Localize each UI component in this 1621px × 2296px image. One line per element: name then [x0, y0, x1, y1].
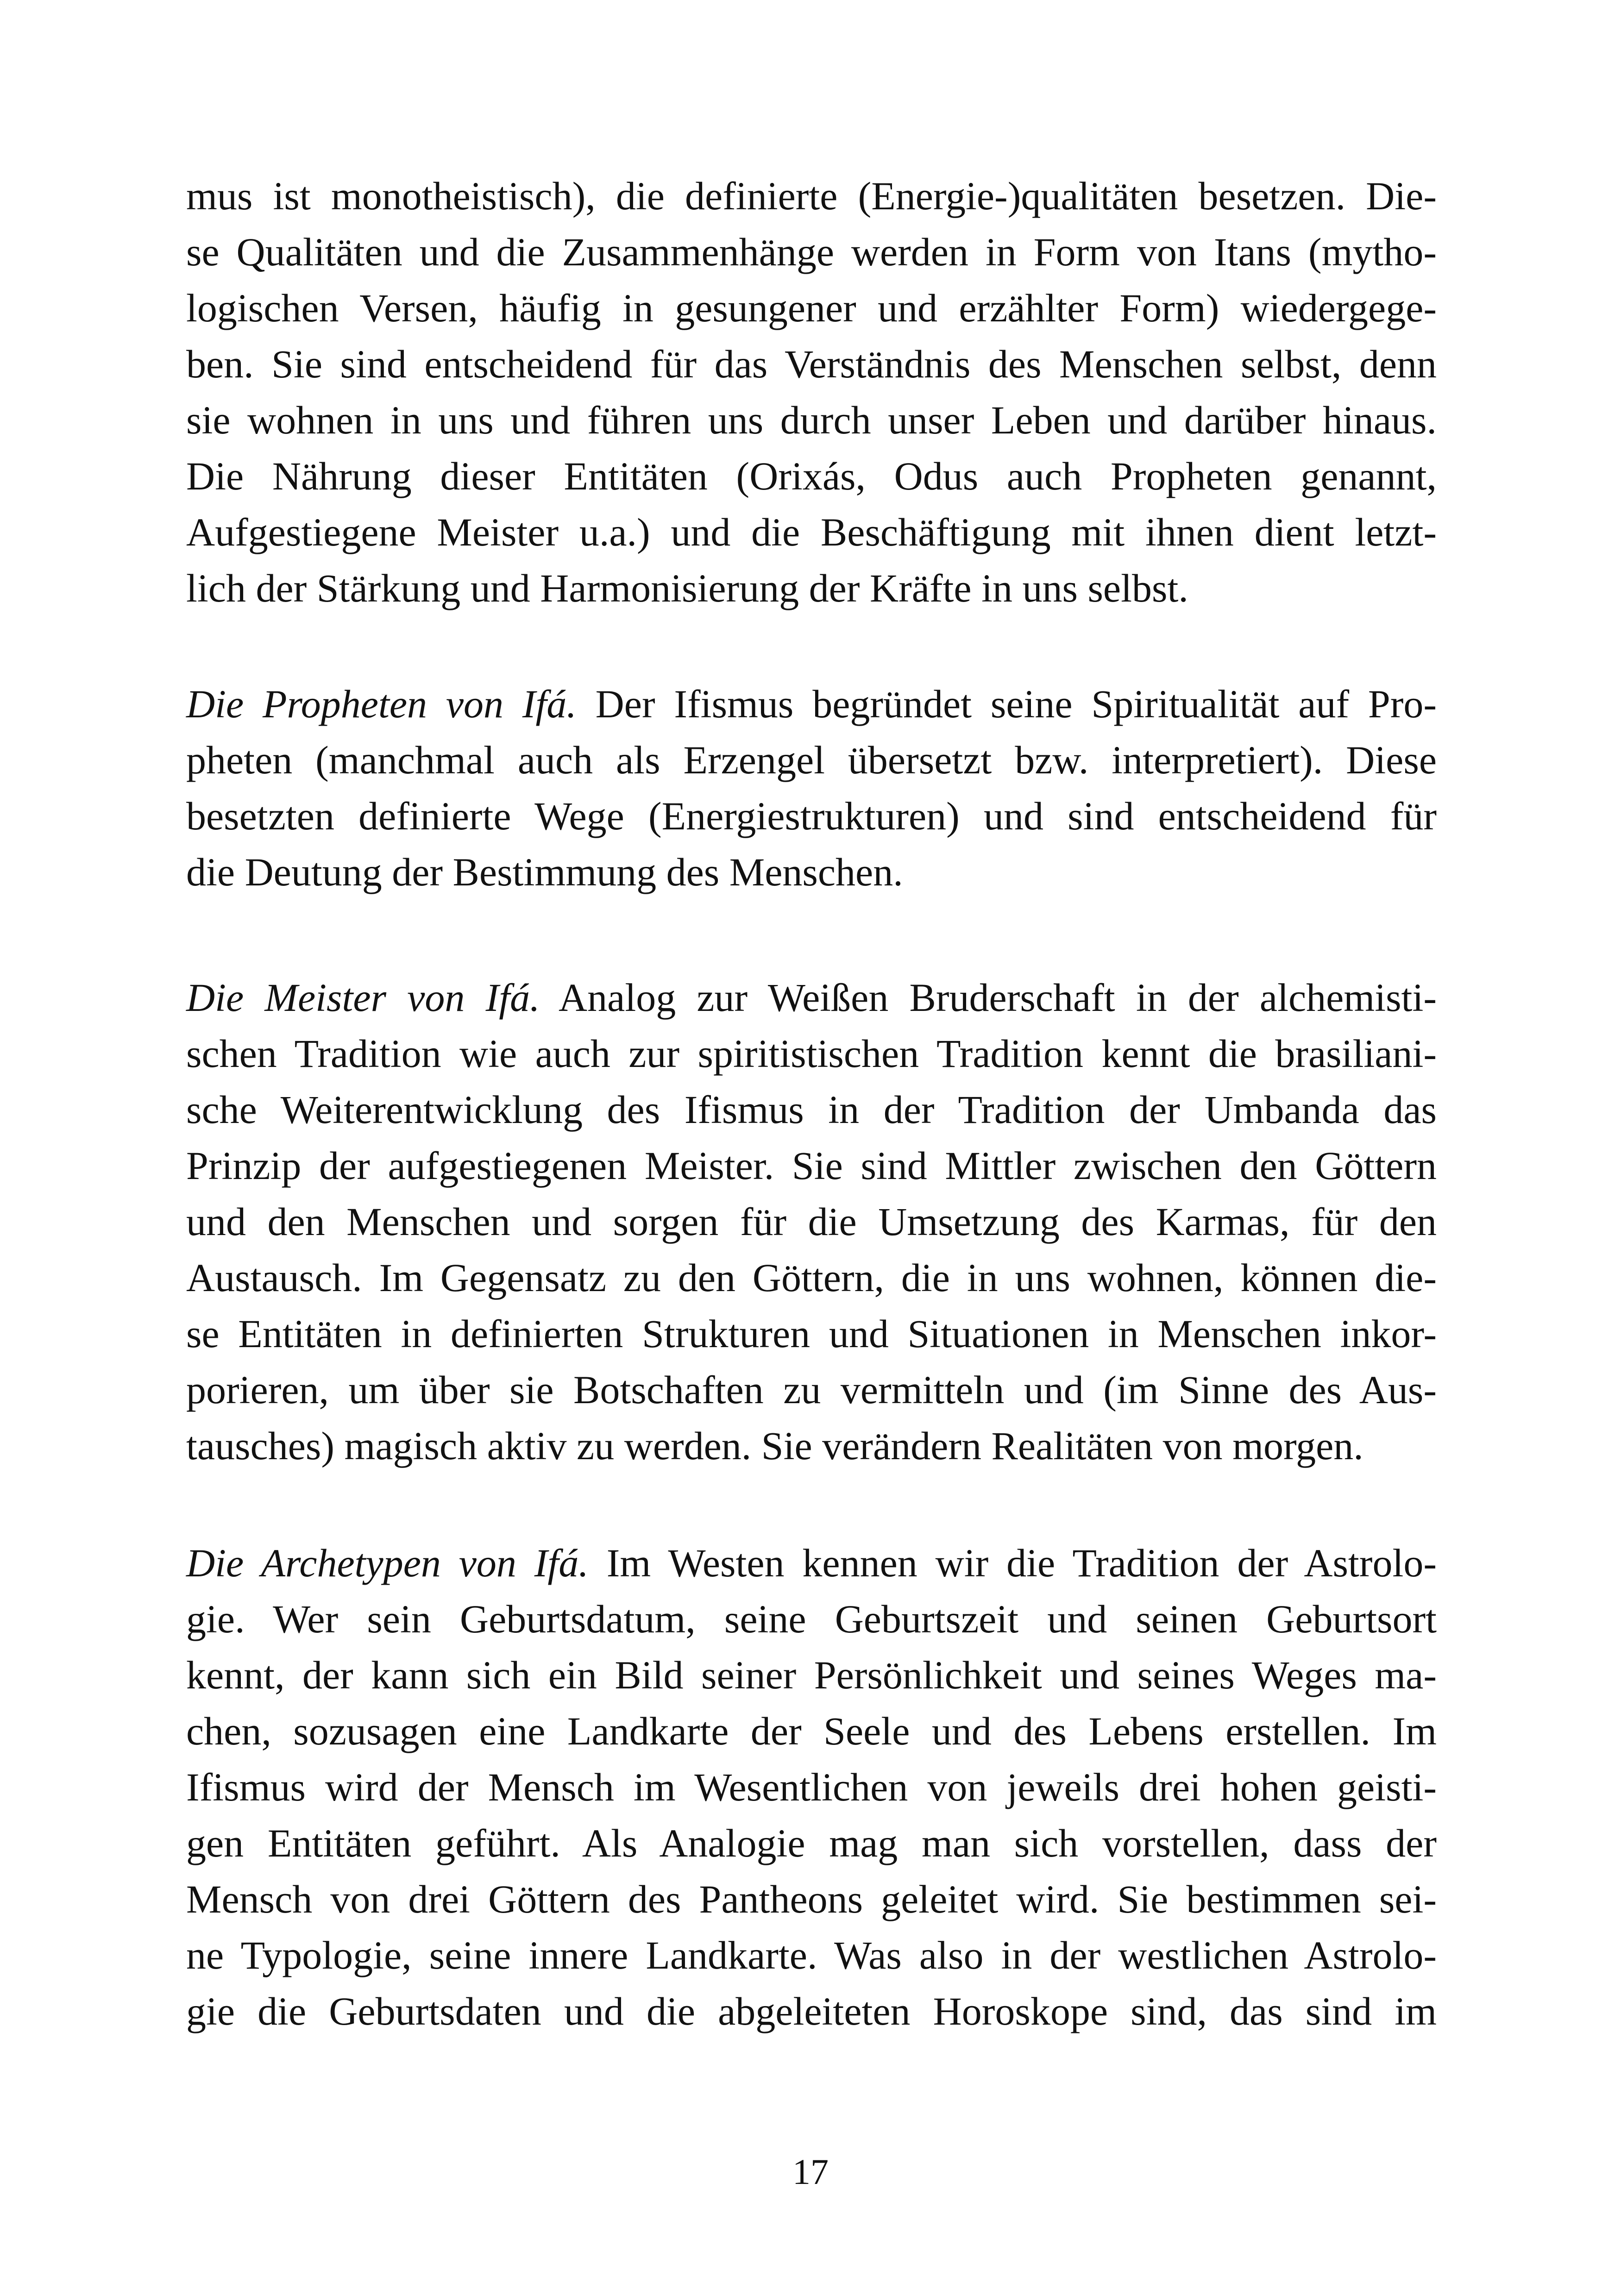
text-line: gie die Geburtsdaten und die abgeleiteten Horoskope sind, das sind im	[186, 1989, 1437, 2033]
text-line: gen Entitäten geführt. Als Analogie mag man sich vorstellen, dass der	[186, 1821, 1437, 1865]
text-line: ne Typologie, seine innere Landkarte. Was also in der westlichen Astrolo-	[186, 1933, 1437, 1977]
text-line: ben. Sie sind entscheidend für das Verständnis des Menschen selbst, denn	[186, 342, 1437, 386]
text-line: tausches) magisch aktiv zu werden. Sie verändern Realitäten von morgen.	[186, 1424, 1363, 1468]
paragraph-propheten	[186, 676, 1437, 900]
text-line: mus ist monotheistisch), die definierte (Energie-)qualitäten besetzen. Die-	[186, 174, 1437, 218]
text-line: gie. Wer sein Geburtsdatum, seine Geburtszeit und seinen Geburtsort	[186, 1597, 1437, 1641]
paragraph-lead-propheten: Die Propheten von Ifá.	[186, 682, 577, 726]
text-line: Aufgestiegene Meister u.a.) und die Beschäftigung mit ihnen dient letzt-	[186, 510, 1437, 554]
text-line: chen, sozusagen eine Landkarte der Seele und des Lebens erstellen. Im	[186, 1709, 1437, 1753]
paragraph-lead-meister: Die Meister von Ifá.	[186, 975, 540, 1020]
paragraph-meister	[186, 970, 1437, 1474]
paragraph-archetypen	[186, 1535, 1437, 2039]
text-line	[186, 1535, 1437, 1591]
text-line-rest: Im Westen kennen wir die Tradition der Astrolo-	[588, 1541, 1437, 1585]
text-line: die Deutung der Bestimmung des Menschen.	[186, 850, 903, 894]
text-line-rest: Analog zur Weißen Bruderschaft in der alchemisti-	[540, 975, 1437, 1020]
text-line-rest: Der Ifismus begründet seine Spiritualität auf Pro-	[576, 682, 1437, 726]
text-line	[186, 676, 1437, 732]
text-line: schen Tradition wie auch zur spiritistischen Tradition kennt die brasiliani-	[186, 1031, 1437, 1076]
text-line: kennt, der kann sich ein Bild seiner Persönlichkeit und seines Weges ma-	[186, 1653, 1437, 1697]
text-line	[186, 970, 1437, 1026]
text-line: sche Weiterentwicklung des Ifismus in der Tradition der Umbanda das	[186, 1087, 1437, 1132]
text-line: porieren, um über sie Botschaften zu vermitteln und (im Sinne des Aus-	[186, 1368, 1437, 1412]
text-line: pheten (manchmal auch als Erzengel übersetzt bzw. interpretiert). Diese	[186, 738, 1437, 782]
text-line: lich der Stärkung und Harmonisierung der Kräfte in uns selbst.	[186, 566, 1188, 610]
text-line: Ifismus wird der Mensch im Wesentlichen von jeweils drei hohen geisti-	[186, 1765, 1437, 1809]
text-line: Die Nährung dieser Entitäten (Orixás, Odus auch Propheten genannt,	[186, 454, 1437, 498]
text-line: se Entitäten in definierten Strukturen und Situationen in Menschen inkor-	[186, 1311, 1437, 1356]
text-line: besetzten definierte Wege (Energiestrukturen) und sind entscheidend für	[186, 794, 1437, 838]
text-line: Prinzip der aufgestiegenen Meister. Sie sind Mittler zwischen den Göttern	[186, 1143, 1437, 1188]
text-line: Mensch von drei Göttern des Pantheons geleitet wird. Sie bestimmen sei-	[186, 1877, 1437, 1921]
page-number: 17	[792, 2152, 829, 2192]
text-line: sie wohnen in uns und führen uns durch unser Leben und darüber hinaus.	[186, 398, 1437, 442]
paragraph-lead-archetypen: Die Archetypen von Ifá.	[186, 1541, 589, 1585]
text-line: logischen Versen, häufig in gesungener und erzählter Form) wiedergege-	[186, 286, 1437, 330]
paragraph-intro	[186, 168, 1437, 616]
text-line: Austausch. Im Gegensatz zu den Göttern, die in uns wohnen, können die-	[186, 1255, 1437, 1300]
text-line: und den Menschen und sorgen für die Umsetzung des Karmas, für den	[186, 1199, 1437, 1244]
text-line: se Qualitäten und die Zusammenhänge werden in Form von Itans (mytho-	[186, 230, 1437, 274]
